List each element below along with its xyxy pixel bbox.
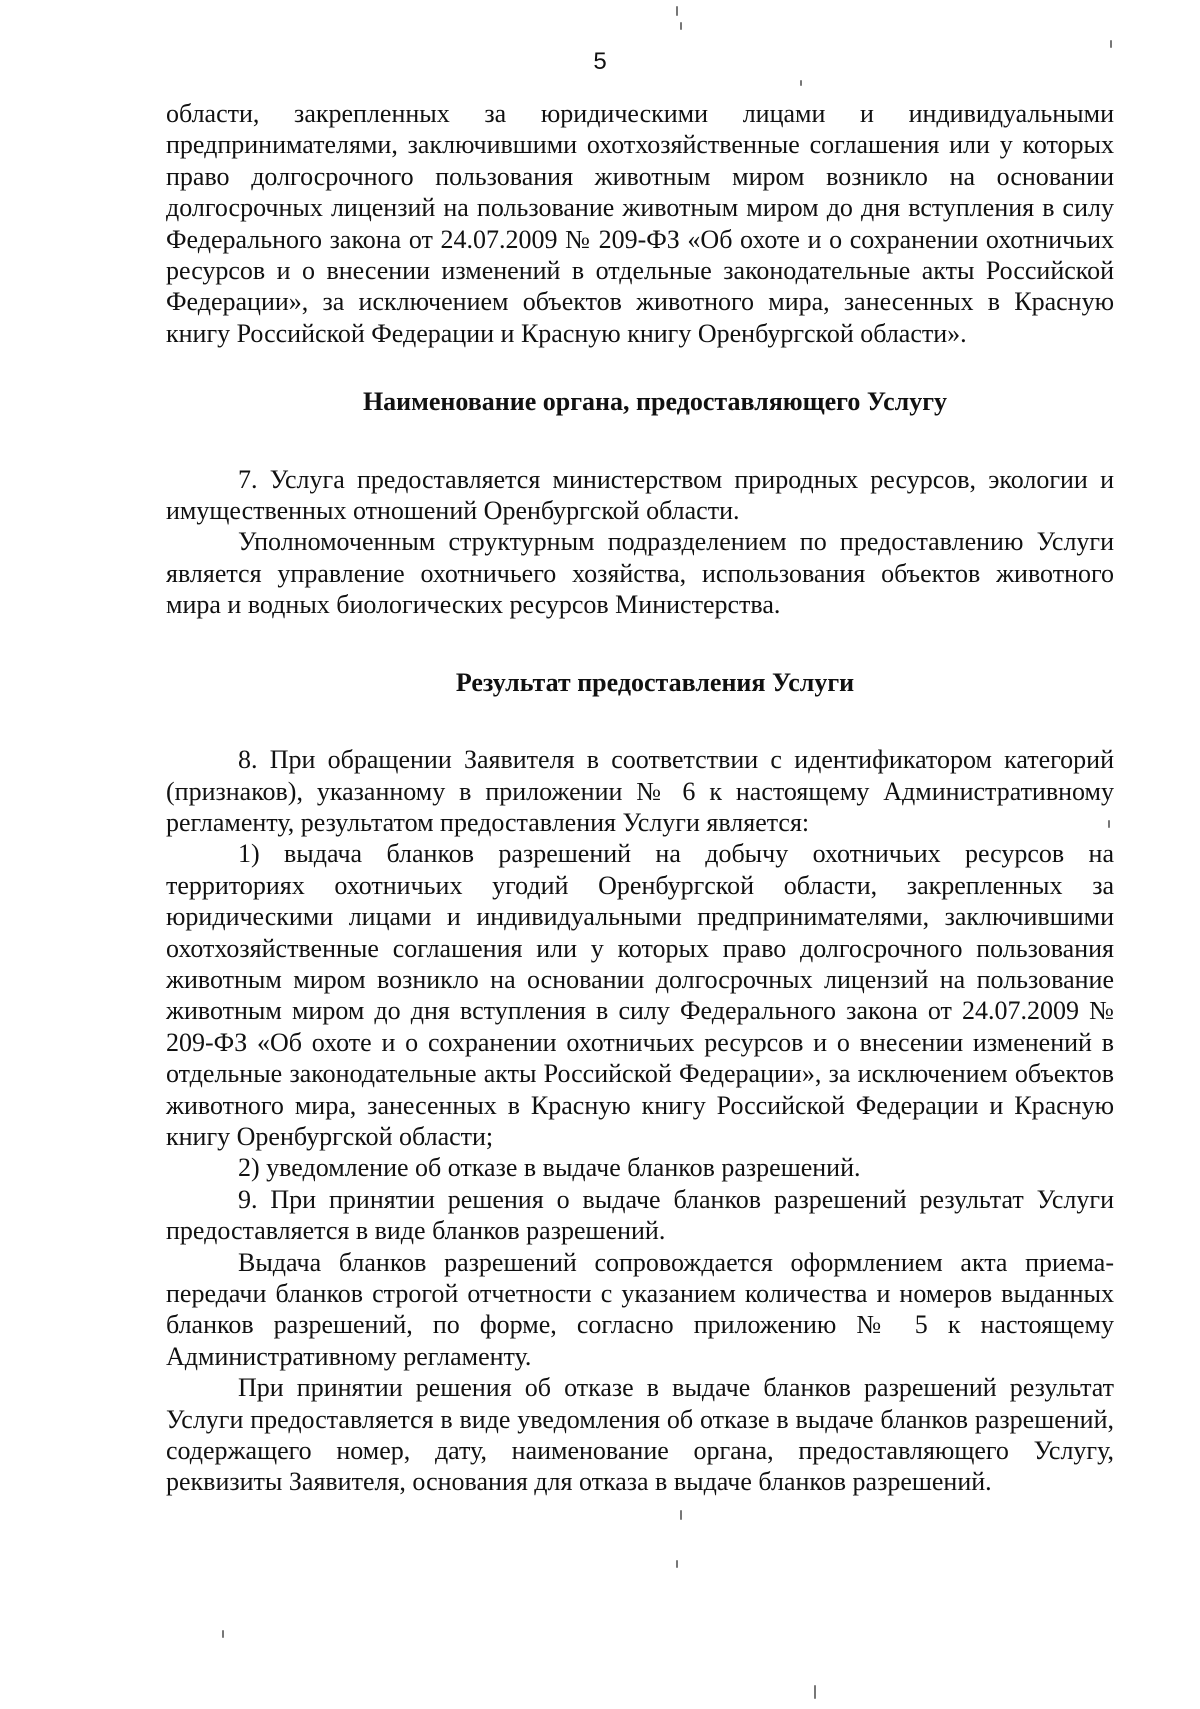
scan-speck — [676, 6, 678, 16]
paragraph-authorized-unit: Уполномоченным структурным подразделением по предоставлению Услуги является управление охотничьего хозяйства, использования объектов животного мира и водных биологических ресурсов Министерства. — [166, 527, 1114, 620]
scan-speck — [680, 1510, 682, 1520]
paragraph-7: 7. Услуга предоставляется министерством природных ресурсов, экологии и имущественных отношений Оренбургской области. — [166, 464, 1114, 526]
paragraph-continuation: области, закрепленных за юридическими лицами и индивидуальными предпринимателями, заключившими охотхозяйственные соглашения или у которых право долгосрочного пользования животным миром возникло на основании долгосрочных лицензий на пользование животным миром до дня вступления в силу Федерального закона от 24.07.2009 № 209-ФЗ «Об охоте и о сохранении охотничьих ресурсов и о внесении изменений в отдельные законодательные акты Российской Федерации», за исключением объектов животного мира, занесенных в Красную книгу Российской Федерации и Красную книгу Оренбургской области». — [166, 99, 1114, 348]
document-body — [166, 98, 1114, 1498]
list-item-2: 2) уведомление об отказе в выдаче бланков разрешений. — [238, 1153, 861, 1183]
scan-speck — [676, 1560, 678, 1568]
scan-speck — [814, 1685, 816, 1699]
list-item-1: 1) выдача бланков разрешений на добычу охотничьих ресурсов на территориях охотничьих угодий Оренбургской области, закрепленных за юридическими лицами и индивидуальными предпринимателями, заключившими охотхозяйственные соглашения или у которых право долгосрочного пользования животным миром возникло на основании долгосрочных лицензий на пользование животным миром до дня вступления в силу Федерального закона от 24.07.2009 № 209-ФЗ «Об охоте и о сохранении охотничьих ресурсов и о внесении изменений в отдельные законодательные акты Российской Федерации», за исключением объектов животного мира, занесенных в Красную книгу Российской Федерации и Красную книгу Оренбургской области; — [166, 839, 1114, 1151]
scan-speck — [680, 22, 682, 30]
scan-speck — [222, 1630, 224, 1638]
section-heading-result: Результат предоставления Услуги — [455, 667, 855, 697]
page-number: 5 — [593, 48, 607, 75]
paragraph-8: 8. При обращении Заявителя в соответствии с идентификатором категорий (признаков), указанному в приложении № 6 к настоящему Административному регламенту, результатом предоставления Услуги является: — [166, 745, 1114, 837]
paragraph-9: 9. При принятии решения о выдаче бланков разрешений результат Услуги предоставляется в виде бланков разрешений. — [166, 1184, 1114, 1246]
scan-speck — [800, 80, 802, 86]
scan-speck — [1110, 40, 1112, 48]
paragraph-refusal: При принятии решения об отказе в выдаче бланков разрешений результат Услуги предоставляется в виде уведомления об отказе в выдаче бланков разрешений, содержащего номер, дату, наименование органа, предоставляющего Услугу, реквизиты Заявителя, основания для отказа в выдаче бланков разрешений. — [166, 1373, 1114, 1497]
paragraph-issuance-act: Выдача бланков разрешений сопровождается оформлением акта приема-передачи бланков строгой отчетности с указанием количества и номеров выданных бланков разрешений, по форме, согласно приложению № 5 к настоящему Административному регламенту. — [166, 1247, 1114, 1371]
section-heading-authority: Наименование органа, предоставляющего Услугу — [362, 387, 948, 417]
